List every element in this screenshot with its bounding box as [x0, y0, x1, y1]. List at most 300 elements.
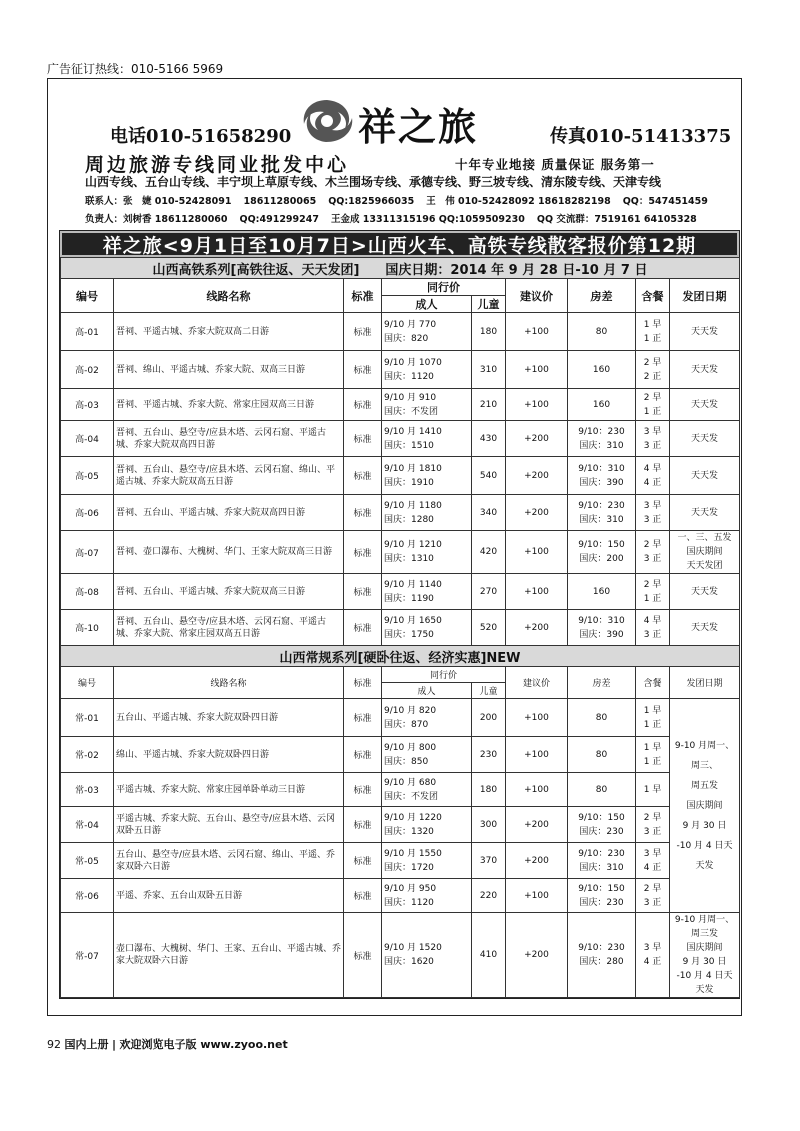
- row-child-price: 430: [472, 421, 506, 457]
- row-child-price: 200: [472, 699, 506, 737]
- table-row: [61, 574, 740, 610]
- row-depart: [670, 457, 740, 495]
- meal-breakfast: 1 早: [643, 319, 662, 330]
- row-adult-price: [382, 457, 472, 495]
- row-room: [568, 351, 636, 389]
- meal-breakfast: 1 早: [643, 705, 662, 716]
- contact-item: 联系人：张 婕 010-52428091: [85, 196, 232, 207]
- meal-lunch: 3 正: [643, 897, 662, 908]
- table-row: [61, 351, 740, 389]
- row-suggest: +200: [506, 421, 568, 457]
- depart-line: 9 月 30 日: [682, 957, 727, 967]
- row-adult-price: [382, 773, 472, 807]
- meal-breakfast: 2 早: [643, 392, 662, 403]
- depart-line: 天天发: [691, 326, 719, 337]
- row-route: 晋祠、平遥古城、乔家大院、常家庄园双高三日游: [114, 389, 344, 421]
- table-banner: 祥之旅<9月1日至10月7日>山西火车、高铁专线散客报价第12期: [60, 231, 739, 257]
- adult-price-regular: 9/10 月 1220: [384, 812, 442, 823]
- room-line: 国庆：310: [579, 862, 624, 873]
- row-code: 高-08: [61, 574, 114, 610]
- row-adult-price: [382, 737, 472, 773]
- row-route: 五台山、悬空寺/应县木塔、云冈石窟、绵山、平遥、乔家双卧六日游: [114, 843, 344, 879]
- depart-line: 天天发: [691, 470, 719, 481]
- room-line: 国庆：280: [579, 957, 624, 967]
- row-standard: 标准: [344, 389, 382, 421]
- contact-line-1: [85, 193, 720, 207]
- route-lines: 山西专线、五台山专线、丰宁坝上草原专线、木兰围场专线、承德专线、野三坡专线、清东陵专线、天津专线: [85, 175, 662, 189]
- row-meal: [636, 807, 670, 843]
- room-line: 9/10：230: [578, 426, 625, 437]
- depart-line: 天天发: [691, 433, 719, 444]
- row-code: 高-06: [61, 495, 114, 531]
- ad-hotline: 广告征订热线：010-5166 5969: [47, 62, 224, 76]
- row-adult-price: [382, 699, 472, 737]
- row-code: 常-05: [61, 843, 114, 879]
- meal-breakfast: 2 早: [643, 883, 662, 894]
- adult-price-national: 国庆：850: [384, 756, 429, 767]
- row-depart: [670, 913, 740, 998]
- row-standard: 标准: [344, 843, 382, 879]
- row-code: 常-07: [61, 913, 114, 998]
- adult-price-regular: 9/10 月 770: [384, 319, 437, 330]
- meal-lunch: 3 正: [643, 629, 662, 640]
- meal-breakfast: 4 早: [643, 463, 662, 474]
- row-depart: [670, 351, 740, 389]
- adult-price-regular: 9/10 月 1210: [384, 540, 442, 550]
- depart-line: 天发: [695, 860, 714, 871]
- meal-breakfast: 3 早: [643, 426, 662, 437]
- table-row: [61, 879, 740, 913]
- adult-price-national: 国庆：1910: [384, 477, 434, 488]
- row-code: 高-05: [61, 457, 114, 495]
- row-route: 晋祠、五台山、悬空寺/应县木塔、云冈石窟、平遥古城、乔家大院、常家庄园双高五日游: [114, 610, 344, 646]
- col-depart: 发团日期: [670, 667, 740, 699]
- section-title-highspeed: 山西高铁系列[高铁往返、天天发团] 国庆日期：2014 年 9 月 28 日-10 月 7 日: [61, 258, 740, 279]
- col-depart: 发团日期: [670, 279, 740, 313]
- room-line: 9/10：230: [578, 500, 625, 511]
- page-footer: [47, 1036, 288, 1052]
- depart-line: 天天发: [691, 364, 719, 375]
- depart-line: 9 月 30 日: [682, 820, 727, 831]
- table-row: [61, 610, 740, 646]
- col-route: 线路名称: [114, 279, 344, 313]
- row-room: [568, 807, 636, 843]
- depart-line: 天天发: [691, 586, 719, 597]
- row-suggest: +200: [506, 807, 568, 843]
- row-code: 常-04: [61, 807, 114, 843]
- slogan: 周边旅游专线同业批发中心: [85, 154, 350, 176]
- row-room: [568, 699, 636, 737]
- row-suggest: +100: [506, 773, 568, 807]
- adult-price-national: 国庆：1280: [384, 514, 434, 525]
- row-suggest: +100: [506, 699, 568, 737]
- col-room: 房差: [568, 667, 636, 699]
- col-meal: 含餐: [636, 667, 670, 699]
- meal-breakfast: 3 早: [643, 943, 662, 953]
- table-row: [61, 843, 740, 879]
- room-line: 160: [592, 586, 611, 597]
- meal-lunch: 3 正: [643, 554, 662, 564]
- row-depart: [670, 531, 740, 574]
- row-route: 晋祠、绵山、平遥古城、乔家大院、双高三日游: [114, 351, 344, 389]
- row-standard: 标准: [344, 421, 382, 457]
- row-child-price: 180: [472, 773, 506, 807]
- row-room: [568, 879, 636, 913]
- col-code: 编号: [61, 279, 114, 313]
- col-adult: 成人: [382, 683, 472, 699]
- row-route: 晋祠、五台山、悬空寺/应县木塔、云冈石窟、平遥古城、乔家大院双高四日游: [114, 421, 344, 457]
- col-room: 房差: [568, 279, 636, 313]
- depart-line: -10 月 4 日天: [676, 971, 733, 981]
- col-route: 线路名称: [114, 667, 344, 699]
- meal-breakfast: 2 早: [643, 812, 662, 823]
- row-child-price: 180: [472, 313, 506, 351]
- row-room: [568, 737, 636, 773]
- row-child-price: 370: [472, 843, 506, 879]
- price-table: [60, 257, 740, 998]
- row-child-price: 520: [472, 610, 506, 646]
- room-line: 80: [595, 784, 608, 795]
- row-suggest: +100: [506, 879, 568, 913]
- depart-line: 一、三、五发: [677, 533, 732, 543]
- contact-item: QQ:491299247: [239, 214, 319, 225]
- col-peer-price: 同行价: [382, 667, 506, 683]
- adult-price-regular: 9/10 月 1650: [384, 615, 442, 626]
- row-code: 高-04: [61, 421, 114, 457]
- slogan-sub: 十年专业地接 质量保证 服务第一: [455, 157, 655, 172]
- depart-line: 周五发: [691, 780, 719, 791]
- room-line: 国庆：230: [579, 897, 624, 908]
- row-standard: 标准: [344, 699, 382, 737]
- room-line: 80: [595, 712, 608, 723]
- room-line: 9/10：150: [578, 540, 625, 550]
- adult-price-national: 国庆：1320: [384, 826, 434, 837]
- room-line: 国庆：310: [579, 514, 624, 525]
- row-adult-price: [382, 351, 472, 389]
- row-meal: [636, 389, 670, 421]
- col-suggest: 建议价: [506, 279, 568, 313]
- footer-site: 欢迎浏览电子版 www.zyoo.net: [119, 1038, 288, 1051]
- meal-lunch: 1 正: [643, 719, 662, 730]
- row-code: 高-07: [61, 531, 114, 574]
- row-room: [568, 421, 636, 457]
- row-standard: 标准: [344, 495, 382, 531]
- room-line: 160: [592, 364, 611, 375]
- footer-volume: 国内上册: [64, 1038, 109, 1051]
- row-child-price: 410: [472, 913, 506, 998]
- row-standard: 标准: [344, 879, 382, 913]
- row-child-price: 310: [472, 351, 506, 389]
- row-meal: [636, 574, 670, 610]
- depart-line: 国庆期间: [686, 943, 723, 953]
- row-room: [568, 843, 636, 879]
- section-title-regular: 山西常规系列[硬卧往返、经济实惠]NEW: [61, 646, 740, 667]
- row-meal: [636, 351, 670, 389]
- row-meal: [636, 879, 670, 913]
- row-suggest: +100: [506, 389, 568, 421]
- row-route: 绵山、平遥古城、乔家大院双卧四日游: [114, 737, 344, 773]
- meal-lunch: 4 正: [643, 477, 662, 488]
- row-route: 晋祠、五台山、平遥古城、乔家大院双高四日游: [114, 495, 344, 531]
- adult-price-national: 国庆：1310: [384, 554, 434, 564]
- footer-separator: |: [112, 1038, 117, 1051]
- meal-breakfast: 2 早: [643, 540, 662, 550]
- row-meal: [636, 313, 670, 351]
- row-suggest: +100: [506, 531, 568, 574]
- row-route: 晋祠、平遥古城、乔家大院双高二日游: [114, 313, 344, 351]
- row-adult-price: [382, 421, 472, 457]
- row-code: 高-10: [61, 610, 114, 646]
- meal-breakfast: 4 早: [643, 615, 662, 626]
- adult-price-regular: 9/10 月 950: [384, 883, 437, 894]
- table-row: [61, 913, 740, 998]
- adult-price-national: 国庆：870: [384, 719, 429, 730]
- adult-price-national: 国庆：820: [384, 333, 429, 344]
- page-number: 92: [47, 1038, 61, 1051]
- row-suggest: +100: [506, 574, 568, 610]
- contact-item: 王 伟 010-52428092 18618282198: [426, 196, 611, 207]
- row-depart: [670, 610, 740, 646]
- row-meal: [636, 457, 670, 495]
- row-child-price: 540: [472, 457, 506, 495]
- row-meal: [636, 773, 670, 807]
- row-standard: 标准: [344, 610, 382, 646]
- row-child-price: 300: [472, 807, 506, 843]
- meal-breakfast: 2 早: [643, 357, 662, 368]
- adult-price-regular: 9/10 月 910: [384, 392, 437, 403]
- row-meal: [636, 737, 670, 773]
- contact-item: QQ 交流群：7519161 64105328: [536, 214, 697, 225]
- row-room: [568, 531, 636, 574]
- room-line: 160: [592, 399, 611, 410]
- adult-price-regular: 9/10 月 1520: [384, 943, 442, 953]
- meal-breakfast: 1 早: [643, 784, 662, 795]
- adult-price-regular: 9/10 月 1410: [384, 426, 442, 437]
- table-row: [61, 531, 740, 574]
- row-meal: [636, 843, 670, 879]
- col-suggest: 建议价: [506, 667, 568, 699]
- contact-item: 王金成 13311315196 QQ:1059509230: [330, 214, 525, 225]
- row-standard: 标准: [344, 737, 382, 773]
- row-route: 晋祠、五台山、平遥古城、乔家大院双高三日游: [114, 574, 344, 610]
- col-child: 儿童: [472, 296, 506, 313]
- row-adult-price: [382, 574, 472, 610]
- col-peer-price: 同行价: [382, 279, 506, 296]
- adult-price-national: 国庆：1190: [384, 593, 434, 604]
- contact-item: 18611280065: [243, 196, 317, 207]
- depart-line: 9-10 月周一、: [674, 740, 735, 751]
- room-line: 9/10：230: [578, 848, 625, 859]
- row-suggest: +200: [506, 913, 568, 998]
- col-adult: 成人: [382, 296, 472, 313]
- depart-line: 天发: [695, 985, 714, 995]
- row-route: 平遥古城、乔家大院、常家庄园单卧单动三日游: [114, 773, 344, 807]
- row-code: 常-02: [61, 737, 114, 773]
- room-line: 国庆：230: [579, 826, 624, 837]
- adult-price-national: 国庆：不发团: [384, 791, 439, 802]
- adult-price-regular: 9/10 月 800: [384, 742, 437, 753]
- depart-line: 周三发: [691, 929, 719, 939]
- depart-line: 天天发: [691, 399, 719, 410]
- row-standard: 标准: [344, 313, 382, 351]
- row-suggest: +200: [506, 610, 568, 646]
- adult-price-regular: 9/10 月 820: [384, 705, 437, 716]
- row-room: [568, 913, 636, 998]
- meal-lunch: 3 正: [643, 514, 662, 525]
- row-route: 平遥、乔家、五台山双卧五日游: [114, 879, 344, 913]
- row-suggest: +200: [506, 843, 568, 879]
- row-adult-price: [382, 807, 472, 843]
- table-row: [61, 699, 740, 737]
- row-suggest: +100: [506, 737, 568, 773]
- row-route: 晋祠、壶口瀑布、大槐树、华门、王家大院双高三日游: [114, 531, 344, 574]
- row-suggest: +100: [506, 313, 568, 351]
- row-standard: 标准: [344, 531, 382, 574]
- row-meal: [636, 913, 670, 998]
- depart-line: 9-10 月周一、: [674, 915, 735, 925]
- adult-price-national: 国庆：1120: [384, 897, 434, 908]
- row-depart-merged: [670, 699, 740, 913]
- adult-price-regular: 9/10 月 1070: [384, 357, 442, 368]
- row-child-price: 210: [472, 389, 506, 421]
- row-child-price: 420: [472, 531, 506, 574]
- row-child-price: 220: [472, 879, 506, 913]
- row-code: 常-06: [61, 879, 114, 913]
- contact-line-2: [85, 211, 709, 225]
- room-line: 9/10：310: [578, 463, 625, 474]
- row-route: 晋祠、五台山、悬空寺/应县木塔、云冈石窟、绵山、平遥古城、乔家大院双高五日游: [114, 457, 344, 495]
- row-adult-price: [382, 843, 472, 879]
- room-line: 9/10：230: [578, 943, 625, 953]
- meal-lunch: 3 正: [643, 826, 662, 837]
- adult-price-regular: 9/10 月 680: [384, 777, 437, 788]
- row-depart: [670, 389, 740, 421]
- col-standard: 标准: [344, 667, 382, 699]
- row-meal: [636, 531, 670, 574]
- adult-price-regular: 9/10 月 1180: [384, 500, 442, 511]
- table-row: [61, 457, 740, 495]
- adult-price-national: 国庆：1750: [384, 629, 434, 640]
- table-row: [61, 421, 740, 457]
- room-line: 9/10：150: [578, 883, 625, 894]
- adult-price-national: 国庆：1120: [384, 371, 434, 382]
- room-line: 国庆：310: [579, 440, 624, 451]
- depart-line: 天天发团: [686, 561, 723, 571]
- room-line: 国庆：200: [579, 554, 624, 564]
- brand-name: 祥之旅: [358, 104, 479, 149]
- col-standard: 标准: [344, 279, 382, 313]
- room-line: 9/10：310: [578, 615, 625, 626]
- meal-lunch: 1 正: [643, 593, 662, 604]
- table-row: [61, 737, 740, 773]
- adult-price-national: 国庆：不发团: [384, 406, 439, 417]
- phone-number: 电话010-51658290: [110, 126, 292, 147]
- row-room: [568, 389, 636, 421]
- col-child: 儿童: [472, 683, 506, 699]
- col-meal: 含餐: [636, 279, 670, 313]
- meal-breakfast: 3 早: [643, 848, 662, 859]
- row-standard: 标准: [344, 807, 382, 843]
- row-adult-price: [382, 531, 472, 574]
- meal-lunch: 1 正: [643, 406, 662, 417]
- table-row: [61, 495, 740, 531]
- brand-logo-icon: [296, 96, 358, 146]
- meal-lunch: 4 正: [643, 957, 662, 967]
- table-row: [61, 313, 740, 351]
- row-meal: [636, 610, 670, 646]
- room-line: 国庆：390: [579, 477, 624, 488]
- price-table-box: [59, 230, 740, 999]
- contact-item: 负责人：刘树香 18611280060: [85, 214, 228, 225]
- meal-lunch: 3 正: [643, 440, 662, 451]
- adult-price-regular: 9/10 月 1140: [384, 579, 442, 590]
- meal-lunch: 1 正: [643, 333, 662, 344]
- row-child-price: 230: [472, 737, 506, 773]
- row-adult-price: [382, 610, 472, 646]
- fax-number: 传真010-51413375: [550, 126, 732, 147]
- row-standard: 标准: [344, 773, 382, 807]
- row-route: 五台山、平遥古城、乔家大院双卧四日游: [114, 699, 344, 737]
- room-line: 80: [595, 749, 608, 760]
- meal-lunch: 2 正: [643, 371, 662, 382]
- depart-line: 国庆期间: [686, 547, 723, 557]
- row-adult-price: [382, 913, 472, 998]
- row-standard: 标准: [344, 913, 382, 998]
- col-code: 编号: [61, 667, 114, 699]
- depart-line: 周三、: [691, 760, 719, 771]
- row-depart: [670, 313, 740, 351]
- row-meal: [636, 699, 670, 737]
- row-child-price: 340: [472, 495, 506, 531]
- row-suggest: +200: [506, 457, 568, 495]
- room-line: 国庆：390: [579, 629, 624, 640]
- row-suggest: +100: [506, 351, 568, 389]
- row-meal: [636, 421, 670, 457]
- meal-breakfast: 1 早: [643, 742, 662, 753]
- meal-lunch: 4 正: [643, 862, 662, 873]
- meal-lunch: 1 正: [643, 756, 662, 767]
- row-adult-price: [382, 879, 472, 913]
- table-row: [61, 807, 740, 843]
- row-code: 高-01: [61, 313, 114, 351]
- row-room: [568, 457, 636, 495]
- adult-price-national: 国庆：1720: [384, 862, 434, 873]
- contact-item: QQ：547451459: [622, 196, 708, 207]
- row-child-price: 270: [472, 574, 506, 610]
- row-suggest: +200: [506, 495, 568, 531]
- adult-price-national: 国庆：1510: [384, 440, 434, 451]
- row-route: 平遥古城、乔家大院、五台山、悬空寺/应县木塔、云冈双卧五日游: [114, 807, 344, 843]
- depart-line: 天天发: [691, 622, 719, 633]
- row-adult-price: [382, 495, 472, 531]
- row-standard: 标准: [344, 457, 382, 495]
- depart-line: -10 月 4 日天: [676, 840, 733, 851]
- row-adult-price: [382, 389, 472, 421]
- row-adult-price: [382, 313, 472, 351]
- row-room: [568, 610, 636, 646]
- depart-line: 国庆期间: [686, 800, 723, 811]
- row-depart: [670, 421, 740, 457]
- meal-breakfast: 3 早: [643, 500, 662, 511]
- adult-price-regular: 9/10 月 1810: [384, 463, 442, 474]
- row-room: [568, 574, 636, 610]
- adult-price-national: 国庆：1620: [384, 957, 434, 967]
- room-line: 80: [595, 326, 608, 337]
- row-meal: [636, 495, 670, 531]
- row-depart: [670, 495, 740, 531]
- table-row: [61, 389, 740, 421]
- depart-line: 天天发: [691, 507, 719, 518]
